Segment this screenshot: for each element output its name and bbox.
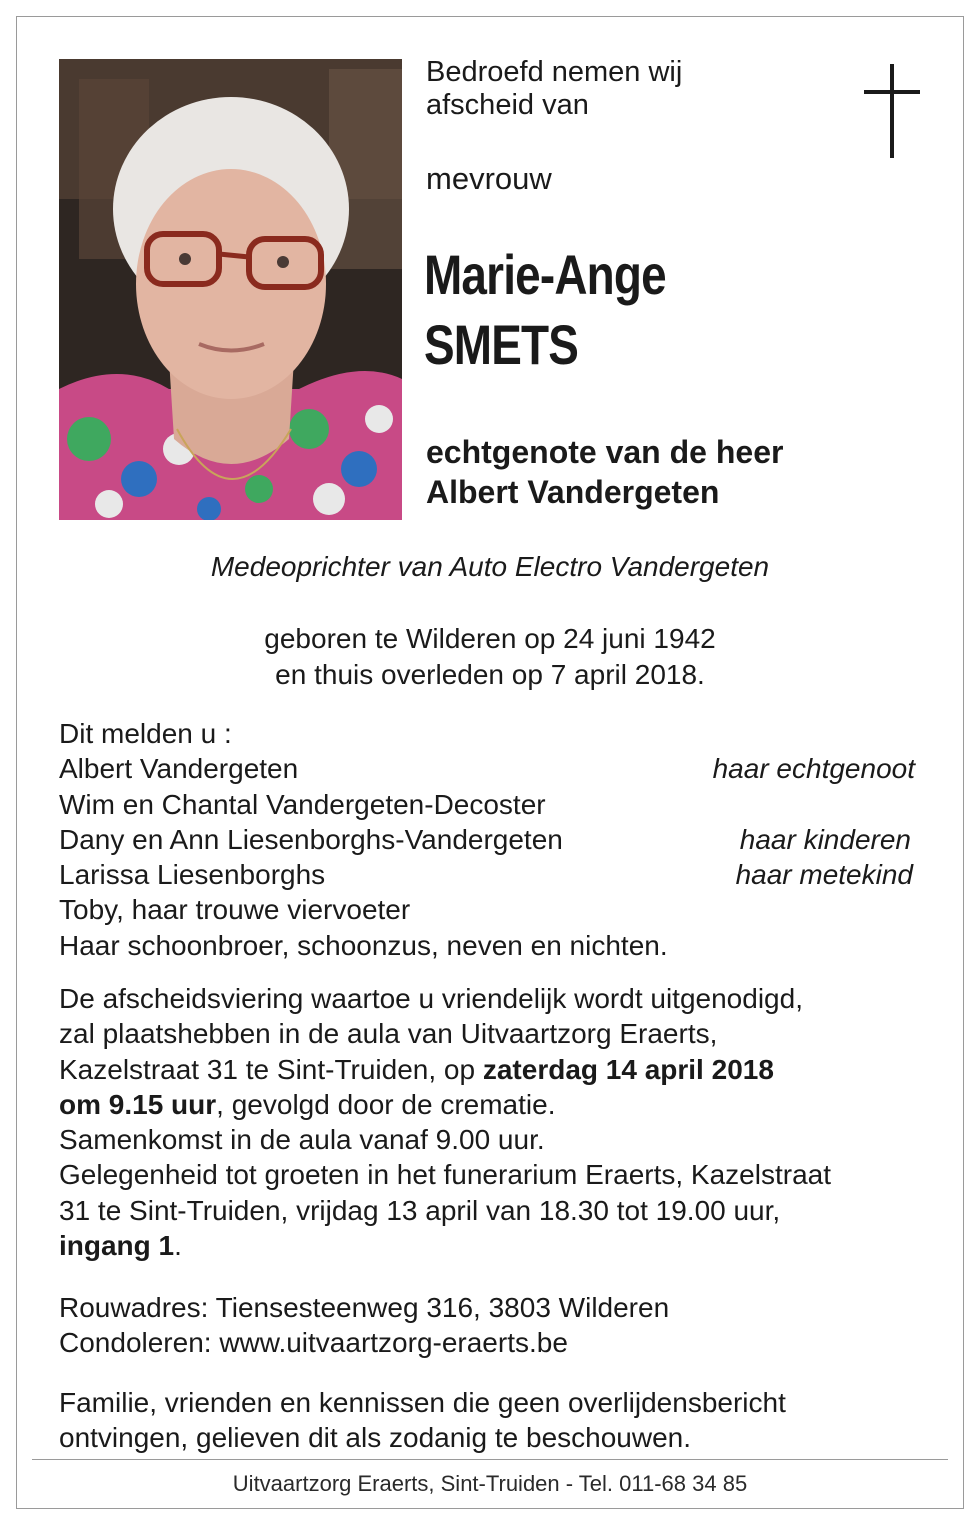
- ceremony-text-part: .: [174, 1230, 182, 1262]
- last-name: SMETS: [424, 313, 579, 376]
- title-word: mevrouw: [426, 161, 552, 196]
- entrance-label: ingang 1: [59, 1230, 175, 1262]
- family-member: Haar schoonbroer, schoonzus, neven en nichten.: [59, 929, 668, 961]
- dates: [0, 621, 980, 693]
- founder-line: Medeoprichter van Auto Electro Vandergeten: [210, 551, 770, 582]
- ceremony-line: 31 te Sint-Truiden, vrijdag 13 april van 18.30 tot 19.00 uur,: [59, 1194, 781, 1226]
- first-name: Marie-Ange: [424, 243, 666, 306]
- ceremony-line: [59, 1052, 919, 1087]
- spouse-text: [426, 432, 783, 512]
- ceremony-date: zaterdag 14 april 2018: [482, 1053, 774, 1085]
- family-row: [59, 928, 919, 963]
- family-relation: haar kinderen: [739, 823, 911, 855]
- family-list: [59, 716, 919, 963]
- portrait-photo: [59, 59, 402, 520]
- ceremony-text: [59, 981, 919, 1263]
- cross-icon: [864, 64, 920, 160]
- intro-line-1: Bedroefd nemen wij: [426, 56, 683, 88]
- ceremony-line: Gelegenheid tot groeten in het funerarium Eraerts, Kazelstraat: [59, 1159, 831, 1191]
- ceremony-text-part: Kazelstraat 31 te Sint-Truiden, op: [59, 1053, 483, 1085]
- family-row: [59, 787, 919, 822]
- note-line-1: Familie, vrienden en kennissen die geen overlijdensbericht: [59, 1387, 786, 1418]
- footer-divider: [32, 1459, 948, 1460]
- family-row: [59, 892, 919, 927]
- ceremony-line: [59, 1087, 919, 1122]
- family-member: Wim en Chantal Vandergeten-Decoster: [59, 788, 546, 820]
- death-line: en thuis overleden op 7 april 2018.: [275, 659, 705, 690]
- family-row: [59, 822, 919, 857]
- family-member: Albert Vandergeten: [59, 753, 299, 785]
- family-row: [59, 857, 919, 892]
- family-relation: haar echtgenoot: [712, 753, 915, 785]
- ceremony-line: [59, 1228, 919, 1263]
- birth-line: geboren te Wilderen op 24 juni 1942: [264, 623, 716, 654]
- closing-note: [59, 1385, 919, 1456]
- family-member: Dany en Ann Liesenborghs-Vandergeten: [59, 823, 563, 855]
- intro-line-2: afscheid van: [426, 89, 589, 121]
- ceremony-line: zal plaatshebben in de aula van Uitvaartzorg Eraerts,: [59, 1018, 718, 1050]
- ceremony-text-part: , gevolgd door de crematie.: [216, 1088, 556, 1120]
- footer-text: Uitvaartzorg Eraerts, Sint-Truiden - Tel. 011-68 34 85: [232, 1471, 748, 1496]
- mourning-address: Rouwadres: Tiensesteenweg 316, 3803 Wilderen: [59, 1292, 670, 1323]
- family-member: Toby, haar trouwe viervoeter: [59, 894, 411, 926]
- deceased-name: [424, 240, 666, 380]
- family-row: [59, 751, 919, 786]
- intro-text: [426, 56, 682, 122]
- condolence-link[interactable]: Condoleren: www.uitvaartzorg-eraerts.be: [59, 1327, 568, 1359]
- family-heading: Dit melden u :: [59, 718, 232, 749]
- ceremony-line: De afscheidsviering waartoe u vriendelijk wordt uitgenodigd,: [59, 983, 803, 1014]
- family-relation: haar metekind: [735, 859, 913, 891]
- spouse-line-1: echtgenote van de heer: [426, 434, 784, 470]
- ceremony-line: Samenkomst in de aula vanaf 9.00 uur.: [59, 1124, 545, 1156]
- ceremony-time: om 9.15 uur: [59, 1088, 217, 1120]
- family-member: Larissa Liesenborghs: [59, 859, 326, 891]
- note-line-2: ontvingen, gelieven dit als zodanig te beschouwen.: [59, 1422, 691, 1454]
- contact-info: [59, 1290, 919, 1361]
- spouse-line-2: Albert Vandergeten: [426, 474, 720, 510]
